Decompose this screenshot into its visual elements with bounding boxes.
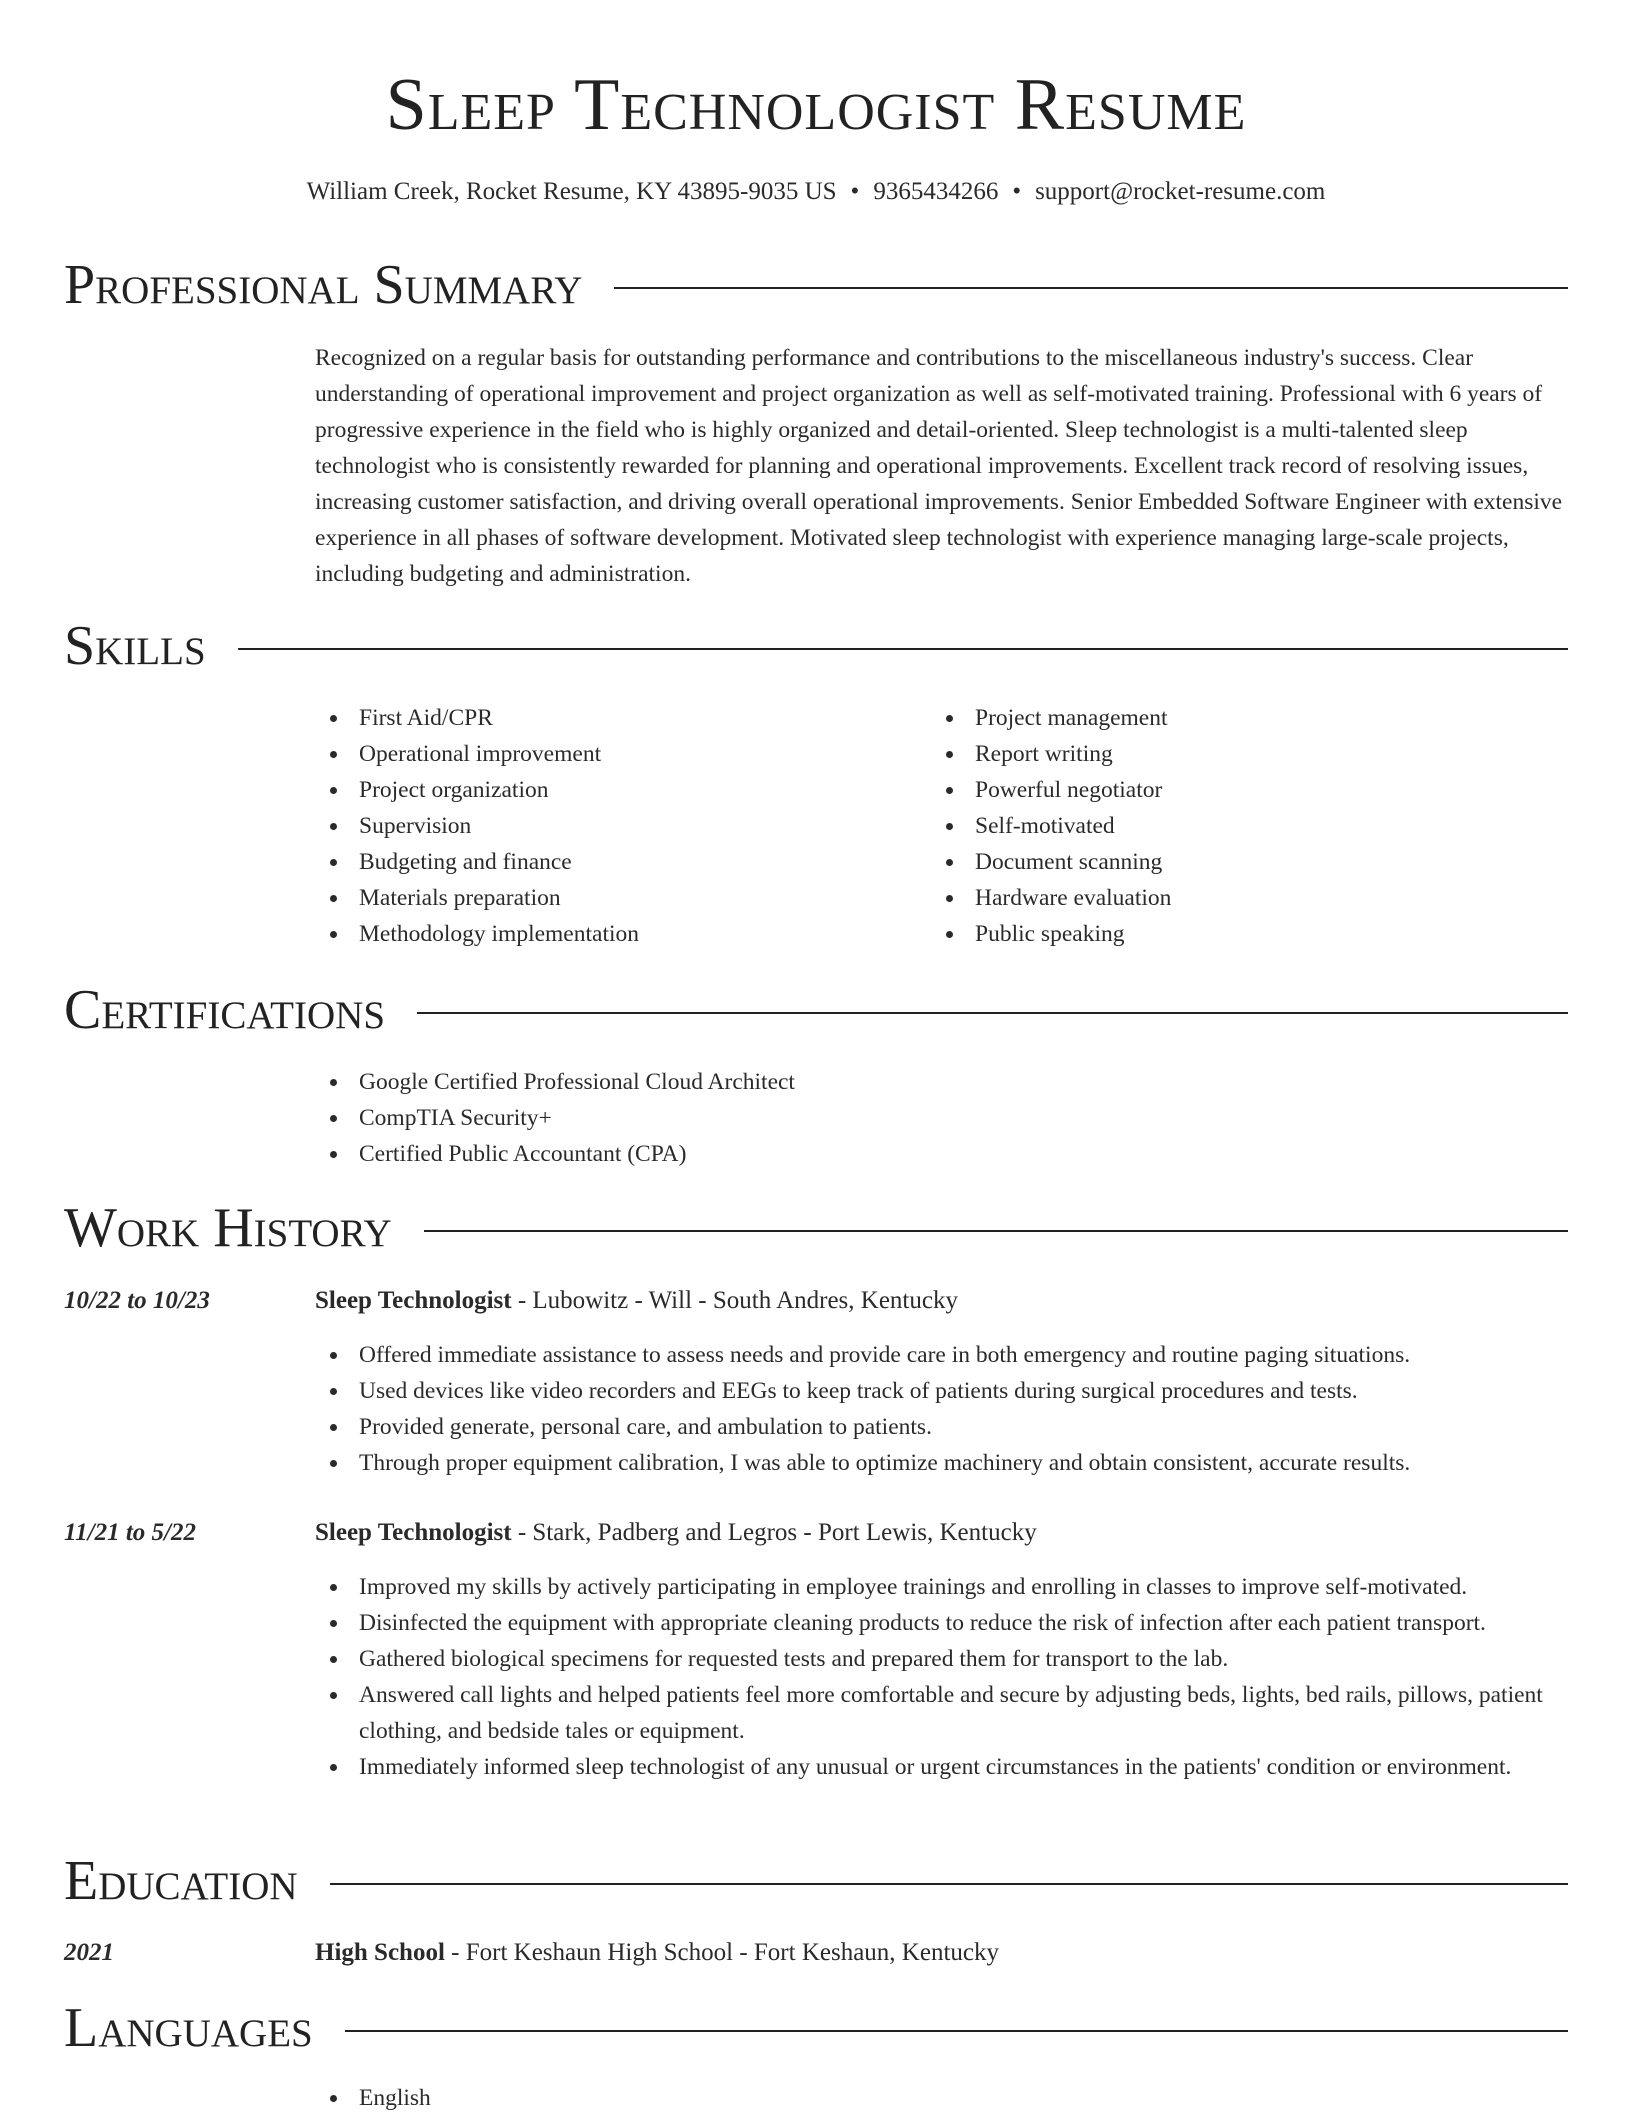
skill-item: Self-motivated <box>931 808 1531 844</box>
job-title: Sleep Technologist <box>315 1519 512 1546</box>
certification-item: Google Certified Professional Cloud Architect <box>315 1064 1565 1100</box>
skill-item: Operational improvement <box>315 736 915 772</box>
section-heading-education <box>64 1846 1568 1916</box>
section-heading-skills <box>64 611 1568 681</box>
contact-address: William Creek, Rocket Resume, KY 43895-9035 US <box>306 178 837 205</box>
skill-item: Public speaking <box>931 916 1531 952</box>
job-employer-location: - Lubowitz - Will - South Andres, Kentucky <box>511 1287 958 1314</box>
section-heading-certifications <box>64 975 1568 1045</box>
section-divider <box>238 648 1568 650</box>
education-line <box>315 1935 999 1971</box>
responsibility-item: Provided generate, personal care, and ambulation to patients. <box>315 1409 1575 1445</box>
skill-item: Project organization <box>315 772 915 808</box>
job-title-line <box>315 1515 1037 1551</box>
section-title: Work History <box>64 1197 392 1259</box>
skills-column-left <box>315 700 915 952</box>
skill-item: Hardware evaluation <box>931 880 1531 916</box>
responsibility-item: Offered immediate assistance to assess needs and provide care in both emergency and routine paging situations. <box>315 1337 1575 1373</box>
section-title: Skills <box>64 615 206 677</box>
certification-item: CompTIA Security+ <box>315 1100 1565 1136</box>
skill-item: Project management <box>931 700 1531 736</box>
education-degree: High School <box>315 1939 445 1966</box>
section-title: Professional Summary <box>64 254 583 316</box>
section-divider <box>614 287 1568 289</box>
section-title: Languages <box>64 1997 313 2059</box>
section-title: Education <box>64 1850 298 1912</box>
job-responsibilities <box>315 1337 1575 1481</box>
section-divider <box>424 1230 1568 1232</box>
section-title: Certifications <box>64 979 386 1041</box>
contact-separator: • <box>850 178 860 205</box>
resume-title: Sleep Technologist Resume <box>385 64 1247 146</box>
skill-item: Document scanning <box>931 844 1531 880</box>
education-year: 2021 <box>64 1939 114 1966</box>
responsibility-item: Used devices like video recorders and EEGs to keep track of patients during surgical procedures and tests. <box>315 1373 1575 1409</box>
certification-item: Certified Public Accountant (CPA) <box>315 1136 1565 1172</box>
skill-item: Budgeting and finance <box>315 844 915 880</box>
responsibility-item: Through proper equipment calibration, I was able to optimize machinery and obtain consistent, accurate results. <box>315 1445 1575 1481</box>
job-dates: 11/21 to 5/22 <box>64 1519 196 1546</box>
education-school-location: - Fort Keshaun High School - Fort Keshaun, Kentucky <box>444 1939 999 1966</box>
section-divider <box>417 1012 1568 1014</box>
job-title: Sleep Technologist <box>315 1287 512 1314</box>
job-dates: 10/22 to 10/23 <box>64 1287 210 1314</box>
section-divider <box>330 1883 1568 1885</box>
summary-paragraph: Recognized on a regular basis for outstanding performance and contributions to the miscellaneous industry's success. Clear understanding of operational improvement and project organization as well as self-motivated training. Professional with 6 years of progressive experience in the field who is highly organized and detail-oriented. Sleep technologist is a multi-talented sleep technologist who is consistently rewarded for planning and operational improvements. Excellent track record of resolving issues, increasing customer satisfaction, and driving overall operational improvements. Senior Embedded Software Engineer with extensive experience in all phases of software development. Motivated sleep technologist with experience managing large-scale projects, including budgeting and administration. <box>315 345 1563 587</box>
languages-list <box>315 2080 915 2116</box>
skill-item: Materials preparation <box>315 880 915 916</box>
section-heading-work-history <box>64 1193 1568 1263</box>
skill-item: Methodology implementation <box>315 916 915 952</box>
section-divider <box>345 2030 1568 2032</box>
certifications-list <box>315 1064 1565 1172</box>
language-item: English <box>315 2080 915 2116</box>
section-heading-summary <box>64 250 1568 320</box>
skills-column-right <box>931 700 1531 952</box>
responsibility-item: Answered call lights and helped patients feel more comfortable and secure by adjusting beds, lights, bed rails, pillows, patient clothing, and bedside tales or equipment. <box>315 1677 1575 1749</box>
skill-item: Powerful negotiator <box>931 772 1531 808</box>
skill-item: Supervision <box>315 808 915 844</box>
skill-item: First Aid/CPR <box>315 700 915 736</box>
job-responsibilities <box>315 1569 1575 1785</box>
contact-separator: • <box>1012 178 1022 205</box>
responsibility-item: Disinfected the equipment with appropriate cleaning products to reduce the risk of infection after each patient transport. <box>315 1605 1575 1641</box>
skill-item: Report writing <box>931 736 1531 772</box>
job-title-line <box>315 1283 958 1319</box>
job-employer-location: - Stark, Padberg and Legros - Port Lewis, Kentucky <box>511 1519 1037 1546</box>
responsibility-item: Improved my skills by actively participating in employee trainings and enrolling in classes to improve self-motivated. <box>315 1569 1575 1605</box>
contact-line <box>0 176 1632 208</box>
section-heading-languages <box>64 1993 1568 2063</box>
contact-phone: 9365434266 <box>873 178 999 205</box>
responsibility-item: Gathered biological specimens for requested tests and prepared them for transport to the lab. <box>315 1641 1575 1677</box>
contact-email: support@rocket-resume.com <box>1035 178 1326 205</box>
responsibility-item: Immediately informed sleep technologist of any unusual or urgent circumstances in the patients' condition or environment. <box>315 1749 1575 1785</box>
